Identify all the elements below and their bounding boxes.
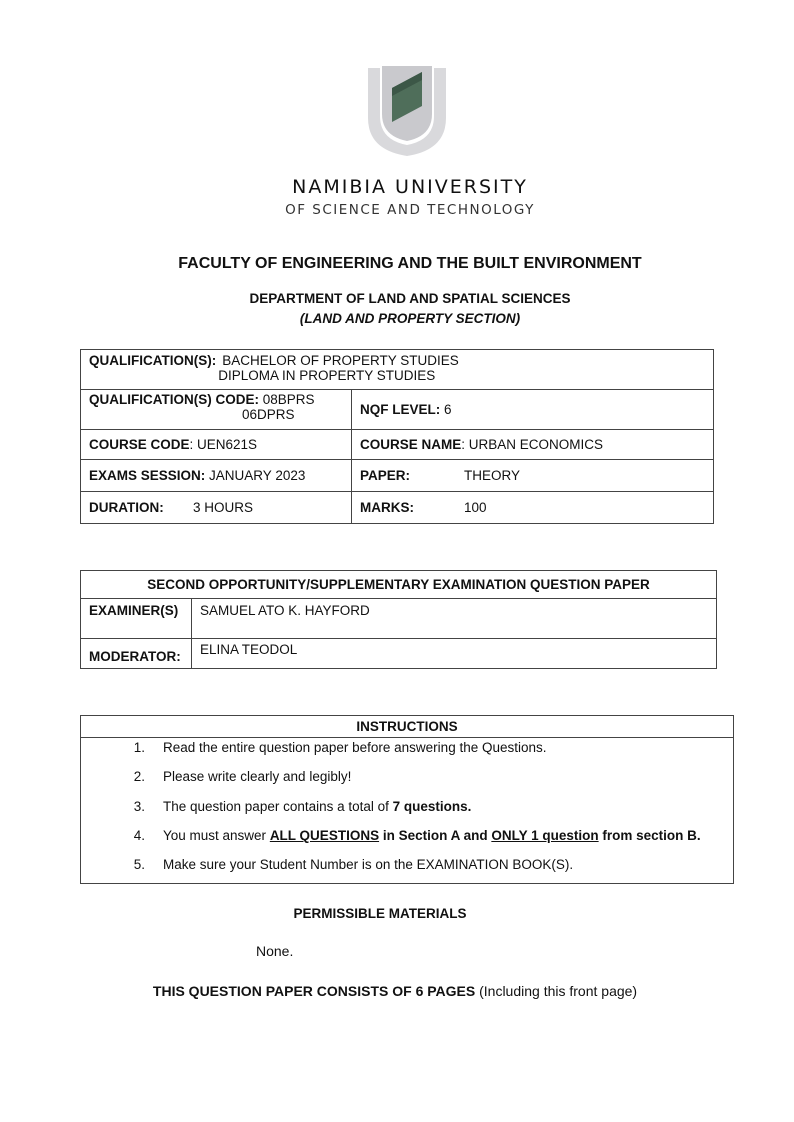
faculty-title: FACULTY OF ENGINEERING AND THE BUILT ENVIRONMENT [178,255,642,272]
course-info-table [80,349,714,524]
codes-label: QUALIFICATION(S) CODE: [89,392,259,407]
paper-cell [352,460,714,492]
permissible-materials-value: None. [256,943,294,959]
qualification-2: DIPLOMA IN PROPERTY STUDIES [218,368,436,383]
course-code-label: COURSE CODE [89,437,190,452]
department-title: DEPARTMENT OF LAND AND SPATIAL SCIENCES [249,291,571,306]
university-name-line2: OF SCIENCE AND TECHNOLOGY [285,202,535,218]
moderator-value: ELINA TEODOL [192,639,717,669]
course-code-cell [81,430,352,460]
session-label: EXAMS SESSION: [89,468,206,483]
codes-cell [81,390,352,430]
paper-value: THEORY [464,468,521,483]
qualifications-cell [81,350,714,390]
marks-value: 100 [464,500,487,515]
session-value: JANUARY 2023 [209,468,306,483]
qualification-1: BACHELOR OF PROPERTY STUDIES [222,353,459,368]
code-2: 06DPRS [242,407,295,422]
course-name-value: : URBAN ECONOMICS [461,437,604,452]
duration-cell [81,492,352,524]
marks-label: MARKS: [360,500,414,515]
instructions-box: INSTRUCTIONS 1. Read the entire question paper before answering the Questions. 2. Please write clearly and legibly! 3. The question paper contains a total of 7 questions. 4. You must answer ALL QUESTIONS in Section A and ONLY 1 question from section B. 5. Make sure your Student Number is on the EXAMINATION BOOK(S). [80,715,734,884]
university-name-line1: NAMIBIA UNIVERSITY [292,176,528,198]
session-cell [81,460,352,492]
examiner-value: SAMUEL ATO K. HAYFORD [192,599,717,639]
nqf-value: 6 [444,402,452,417]
duration-value: 3 HOURS [193,500,254,515]
university-logo [360,58,455,158]
moderator-label: MODERATOR: [81,639,192,669]
duration-label: DURATION: [89,500,164,515]
page-count-note: THIS QUESTION PAPER CONSISTS OF 6 PAGES (Including this front page) [152,983,638,999]
qualifications-label: QUALIFICATION(S): [89,353,217,368]
section-title: (LAND AND PROPERTY SECTION) [299,311,521,326]
paper-label: PAPER: [360,468,411,483]
nust-shield-logo-icon [360,58,455,158]
course-name-cell [352,430,714,460]
exam-type-title: SECOND OPPORTUNITY/SUPPLEMENTARY EXAMINATION QUESTION PAPER [81,571,717,599]
instructions-title: INSTRUCTIONS [356,719,458,734]
examiners-table [80,570,717,669]
marks-cell [352,492,714,524]
course-name-label: COURSE NAME [360,437,462,452]
examiner-label: EXAMINER(S) [81,599,192,639]
permissible-materials-title: PERMISSIBLE MATERIALS [293,906,467,921]
course-code-value: : UEN621S [189,437,258,452]
nqf-cell [352,390,714,430]
code-1: 08BPRS [262,392,315,407]
nqf-label: NQF LEVEL: [360,402,441,417]
